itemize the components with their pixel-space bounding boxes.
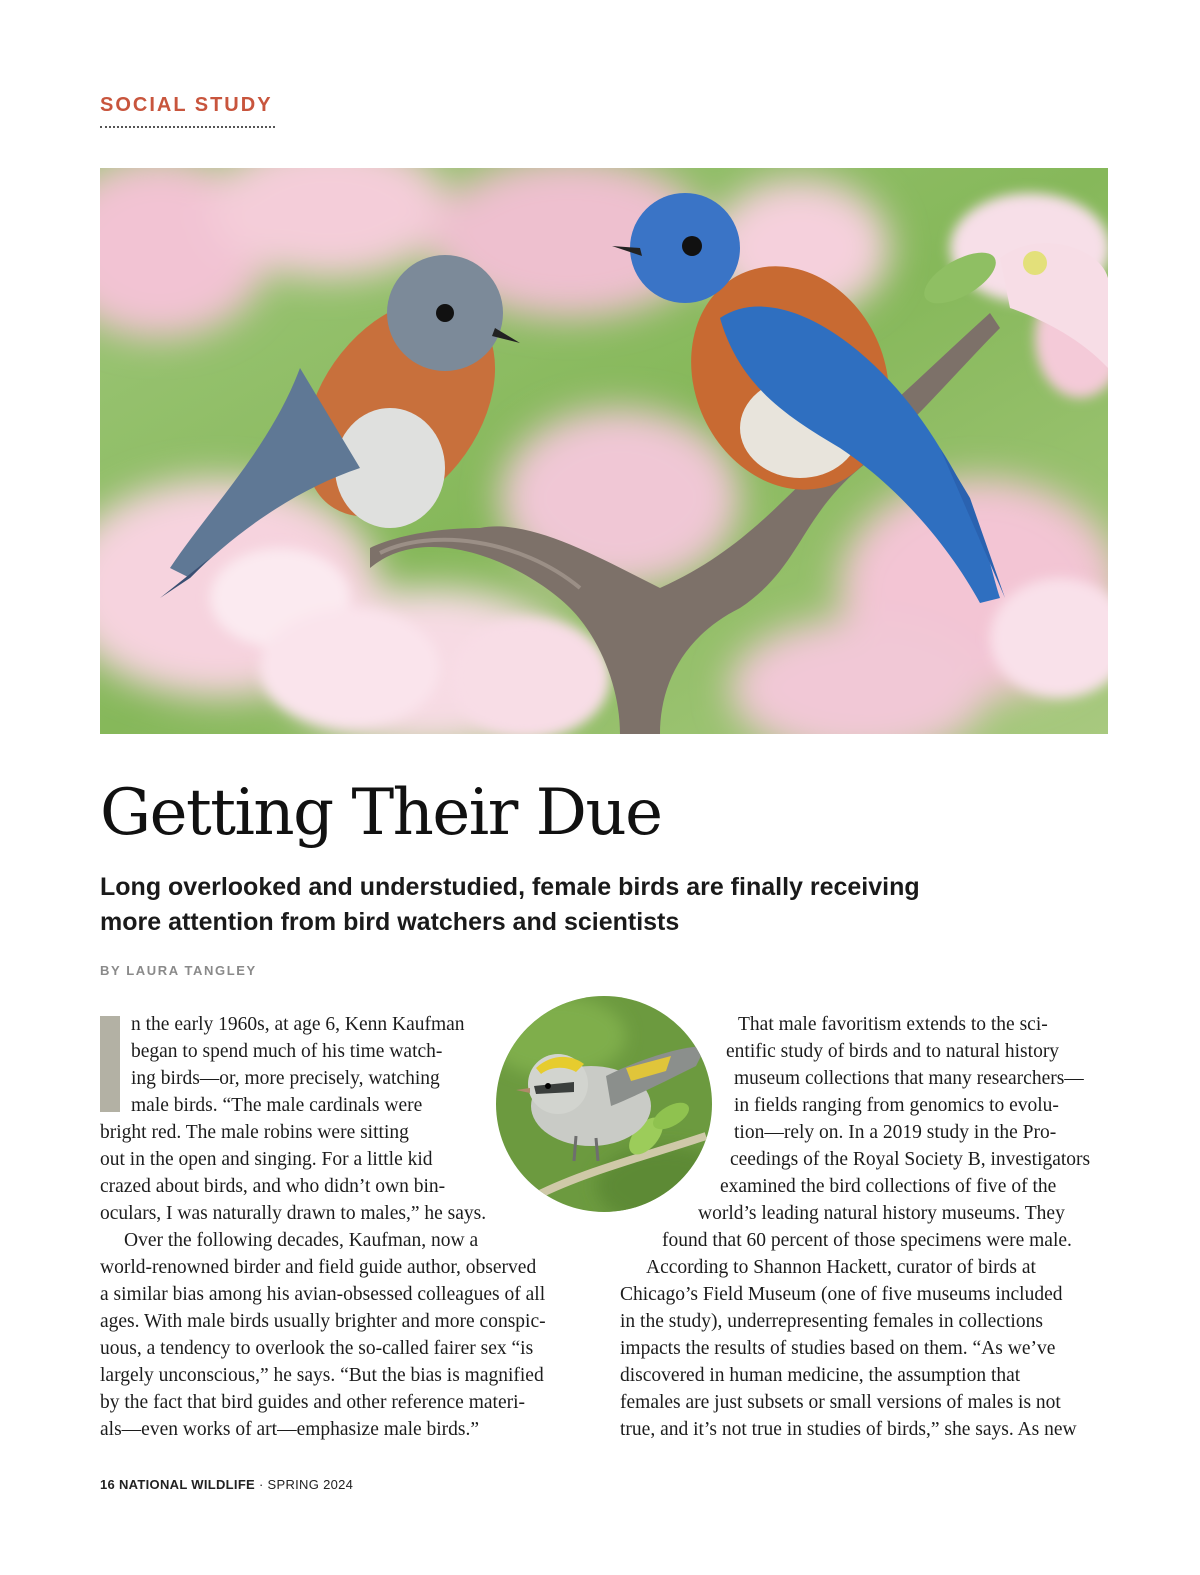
body-line: found that 60 percent of those specimens were male. <box>662 1230 1072 1251</box>
footer-separator: · <box>258 1477 264 1492</box>
page-footer <box>100 1477 353 1492</box>
body-line: world’s leading natural history museums. They <box>698 1203 1065 1224</box>
body-line: examined the bird collections of five of the <box>720 1176 1057 1197</box>
body-line: began to spend much of his time watch- <box>131 1041 443 1062</box>
magazine-name: NATIONAL WILDLIFE <box>118 1477 256 1492</box>
body-line: largely unconscious,” he says. “But the bias is magnified <box>100 1365 544 1386</box>
issue-date: SPRING 2024 <box>267 1477 354 1492</box>
body-line: ing birds—or, more precisely, watching <box>131 1068 440 1089</box>
body-line: Chicago’s Field Museum (one of five museums included <box>620 1284 1063 1305</box>
body-line: tion—rely on. In a 2019 study in the Pro- <box>734 1122 1057 1143</box>
body-line: Over the following decades, Kaufman, now a <box>124 1230 479 1251</box>
body-line: oculars, I was naturally drawn to males,” he says. <box>100 1203 487 1224</box>
dek-line: more attention from bird watchers and scientists <box>100 908 680 936</box>
body-line: museum collections that many researchers— <box>734 1068 1084 1089</box>
body-line: by the fact that bird guides and other reference materi- <box>100 1392 526 1413</box>
section-label: SOCIAL STUDY <box>100 94 273 116</box>
body-line: That male favoritism extends to the sci- <box>738 1014 1048 1035</box>
body-line: uous, a tendency to overlook the so-called fairer sex “is <box>100 1338 534 1359</box>
body-line: als—even works of art—emphasize male birds.” <box>100 1419 480 1440</box>
body-line: entific study of birds and to natural history <box>726 1041 1060 1062</box>
body-line: in the study), underrepresenting females in collections <box>620 1311 1043 1332</box>
body-line: ceedings of the Royal Society B, investigators <box>730 1149 1091 1170</box>
body-line: females are just subsets or small versions of males is not <box>620 1392 1061 1413</box>
body-line: a similar bias among his avian-obsessed colleagues of all <box>100 1284 546 1305</box>
page-number: 16 <box>100 1477 116 1492</box>
body-line: out in the open and singing. For a little kid <box>100 1149 433 1170</box>
body-line: impacts the results of studies based on them. “As we’ve <box>620 1338 1056 1359</box>
byline: BY LAURA TANGLEY <box>100 963 257 978</box>
body-line: crazed about birds, and who didn’t own bin- <box>100 1176 446 1197</box>
body-line: n the early 1960s, at age 6, Kenn Kaufman <box>131 1014 465 1035</box>
body-line: According to Shannon Hackett, curator of birds at <box>646 1257 1036 1278</box>
body-line: male birds. “The male cardinals were <box>131 1095 423 1116</box>
section-divider <box>100 126 275 128</box>
body-line: true, and it’s not true in studies of birds,” she says. As new <box>620 1419 1077 1440</box>
body-line: world-renowned birder and field guide author, observed <box>100 1257 537 1278</box>
body-line: discovered in human medicine, the assumption that <box>620 1365 1021 1386</box>
body-line: ages. With male birds usually brighter and more conspic- <box>100 1311 546 1332</box>
hero-photo <box>100 168 1108 734</box>
headline: Getting Their Due <box>100 776 662 850</box>
right-column <box>620 1011 1110 1443</box>
dek <box>100 870 1000 940</box>
body-line: in fields ranging from genomics to evolu- <box>734 1095 1059 1116</box>
dek-line: Long overlooked and understudied, female birds are finally receiving <box>100 873 920 901</box>
body-line: bright red. The male robins were sitting <box>100 1122 409 1143</box>
